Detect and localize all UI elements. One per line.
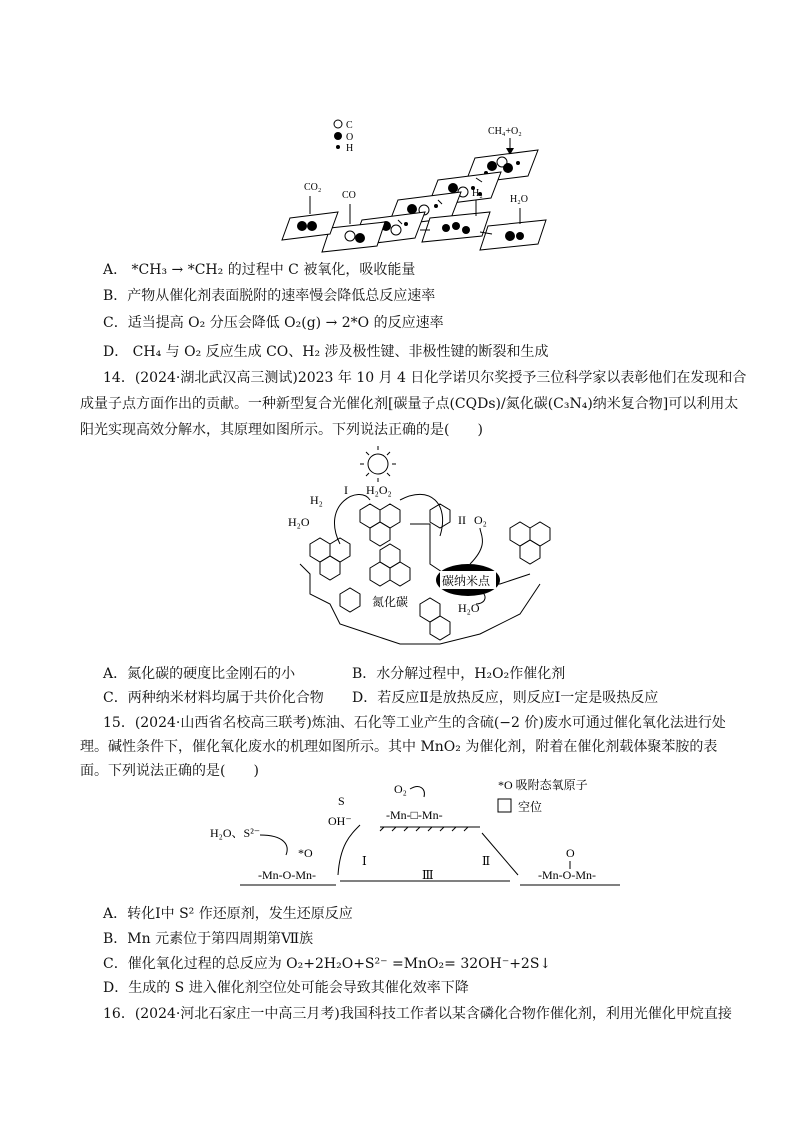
figure-14-photocatalysis-diagram	[280, 444, 580, 659]
step-iii-label: Ⅲ	[422, 868, 434, 882]
q14-option-c[interactable]: C．两种纳米材料均属于共价化合物	[103, 690, 324, 706]
star-o-label: *O	[298, 846, 313, 860]
ch4-o2-label: CH₄+O₂	[488, 126, 522, 137]
legend-adsorbed-o: *O 吸附态氧原子	[498, 778, 588, 792]
h2-label: H₂	[310, 493, 323, 507]
q15-stem-line3: 面。下列说法正确的是( )	[80, 763, 259, 779]
legend-c-icon	[334, 120, 342, 128]
h2o-s2-label: H₂O、S²⁻	[210, 826, 261, 840]
q13-option-c[interactable]: C．适当提高 O₂ 分压会降低 O₂(g) → 2*O 的反应速率	[103, 315, 444, 331]
step-i-label: Ⅰ	[362, 854, 367, 868]
carbon-nitride-network	[300, 504, 550, 644]
q14-option-b[interactable]: B．水分解过程中，H₂O₂作催化剂	[352, 666, 566, 682]
oh-product-label: OH⁻	[328, 814, 352, 828]
q14-stem-line3: 阳光实现高效分解水，其原理如图所示。下列说法正确的是( )	[80, 422, 483, 438]
h2o2-label: H₂O₂	[366, 483, 392, 497]
carbon-nitride-label: 氮化碳	[372, 595, 409, 609]
q15-stem-line1: 15．(2024·山西省名校高三联考)炼油、石化等工业产生的含硫(−2 价)废水可通过催化氧化法进行处	[103, 715, 726, 731]
top-hatch	[380, 827, 468, 831]
q13-option-a[interactable]: A． *CH₃ → *CH₂ 的过程中 C 被氧化，吸收能量	[103, 262, 416, 278]
q13-option-d[interactable]: D． CH₄ 与 O₂ 反应生成 CO、H₂ 涉及极性键、非极性键的断裂和生成	[103, 344, 549, 360]
figure-13-catalysis-diagram	[270, 118, 560, 258]
mn-top-label: -Mn-□-Mn-	[386, 808, 443, 822]
arrow-reactants	[260, 835, 287, 855]
legend-c-label: C	[346, 120, 353, 131]
legend-h-icon	[336, 145, 340, 149]
o2-label: O₂	[474, 513, 487, 527]
reaction-i-label: I	[344, 483, 348, 497]
q15-option-d[interactable]: D．生成的 S 进入催化剂空位处可能会导致其催化效率下降	[103, 980, 469, 996]
q15-stem-line2: 理。碱性条件下，催化氧化废水的机理如图所示。其中 MnO₂ 为催化剂，附着在催化剂载体聚苯胺的表	[80, 739, 718, 755]
q13-option-b[interactable]: B．产物从催化剂表面脱附的速率慢会降低总反应速率	[103, 288, 436, 304]
sun-icon	[360, 446, 396, 482]
h2o-right-label: H₂O	[458, 601, 480, 615]
q15-option-b[interactable]: B．Mn 元素位于第四周期第Ⅶ族	[103, 931, 314, 947]
legend-h-label: H	[346, 143, 354, 154]
co2-label: CO₂	[304, 182, 322, 193]
q15-option-a[interactable]: A．转化Ⅰ中 S² 作还原剂，发生还原反应	[103, 906, 353, 922]
co-label: CO	[342, 190, 356, 201]
h2o-label: H₂O	[510, 194, 528, 205]
step-ii-label: Ⅱ	[482, 854, 491, 868]
reaction-ii-label: II	[458, 513, 466, 527]
h2o-left-label: H₂O	[288, 515, 310, 529]
legend-o-icon	[334, 132, 342, 140]
q16-stem-line1: 16．(2024·河北石家庄一中高三月考)我国科技工作者以某含磷化合物作催化剂，利用光催化甲烷直接	[103, 1006, 732, 1022]
legend-vacancy: 空位	[518, 800, 543, 814]
arrow-reaction-ii	[470, 528, 483, 564]
h2-label: H₂	[472, 188, 483, 199]
o-right-label: O	[566, 846, 575, 860]
q14-stem-line2: 成量子点方面作出的贡献。一种新型复合光催化剂[碳量子点(CQDs)/氮化碳(C₃N₄)纳米复合物]可以利用太	[80, 396, 739, 412]
legend-o-label: O	[346, 132, 354, 143]
o2-label: O₂	[394, 782, 407, 796]
mn-left-label: -Mn-O-Mn-	[258, 868, 316, 882]
plate-h2o	[480, 220, 546, 250]
q15-option-c[interactable]: C．催化氧化过程的总反应为 O₂+2H₂O+S²⁻ =MnO₂= 32OH⁻+2S↓	[103, 956, 552, 972]
arrow-products	[338, 825, 360, 875]
s-product-label: S	[338, 794, 345, 808]
o2-arrow	[410, 787, 424, 797]
q14-option-d[interactable]: D．若反应Ⅱ是放热反应，则反应Ⅰ一定是吸热反应	[352, 690, 659, 706]
q14-option-a[interactable]: A．氮化碳的硬度比金刚石的小	[103, 666, 296, 682]
figure-15-mechanism-diagram	[200, 775, 640, 890]
arrow-reaction-i	[334, 494, 370, 544]
arrow-reaction-i-b	[400, 494, 443, 536]
carbon-dot-label: 碳纳米点	[442, 574, 491, 588]
legend-vacancy-icon	[498, 799, 511, 812]
mn-right-label: -Mn-O-Mn-	[538, 868, 596, 882]
q14-stem-line1: 14．(2024·湖北武汉高三测试)2023 年 10 月 4 日化学诺贝尔奖授予三位科学家以表彰他们在发现和合	[103, 370, 747, 386]
